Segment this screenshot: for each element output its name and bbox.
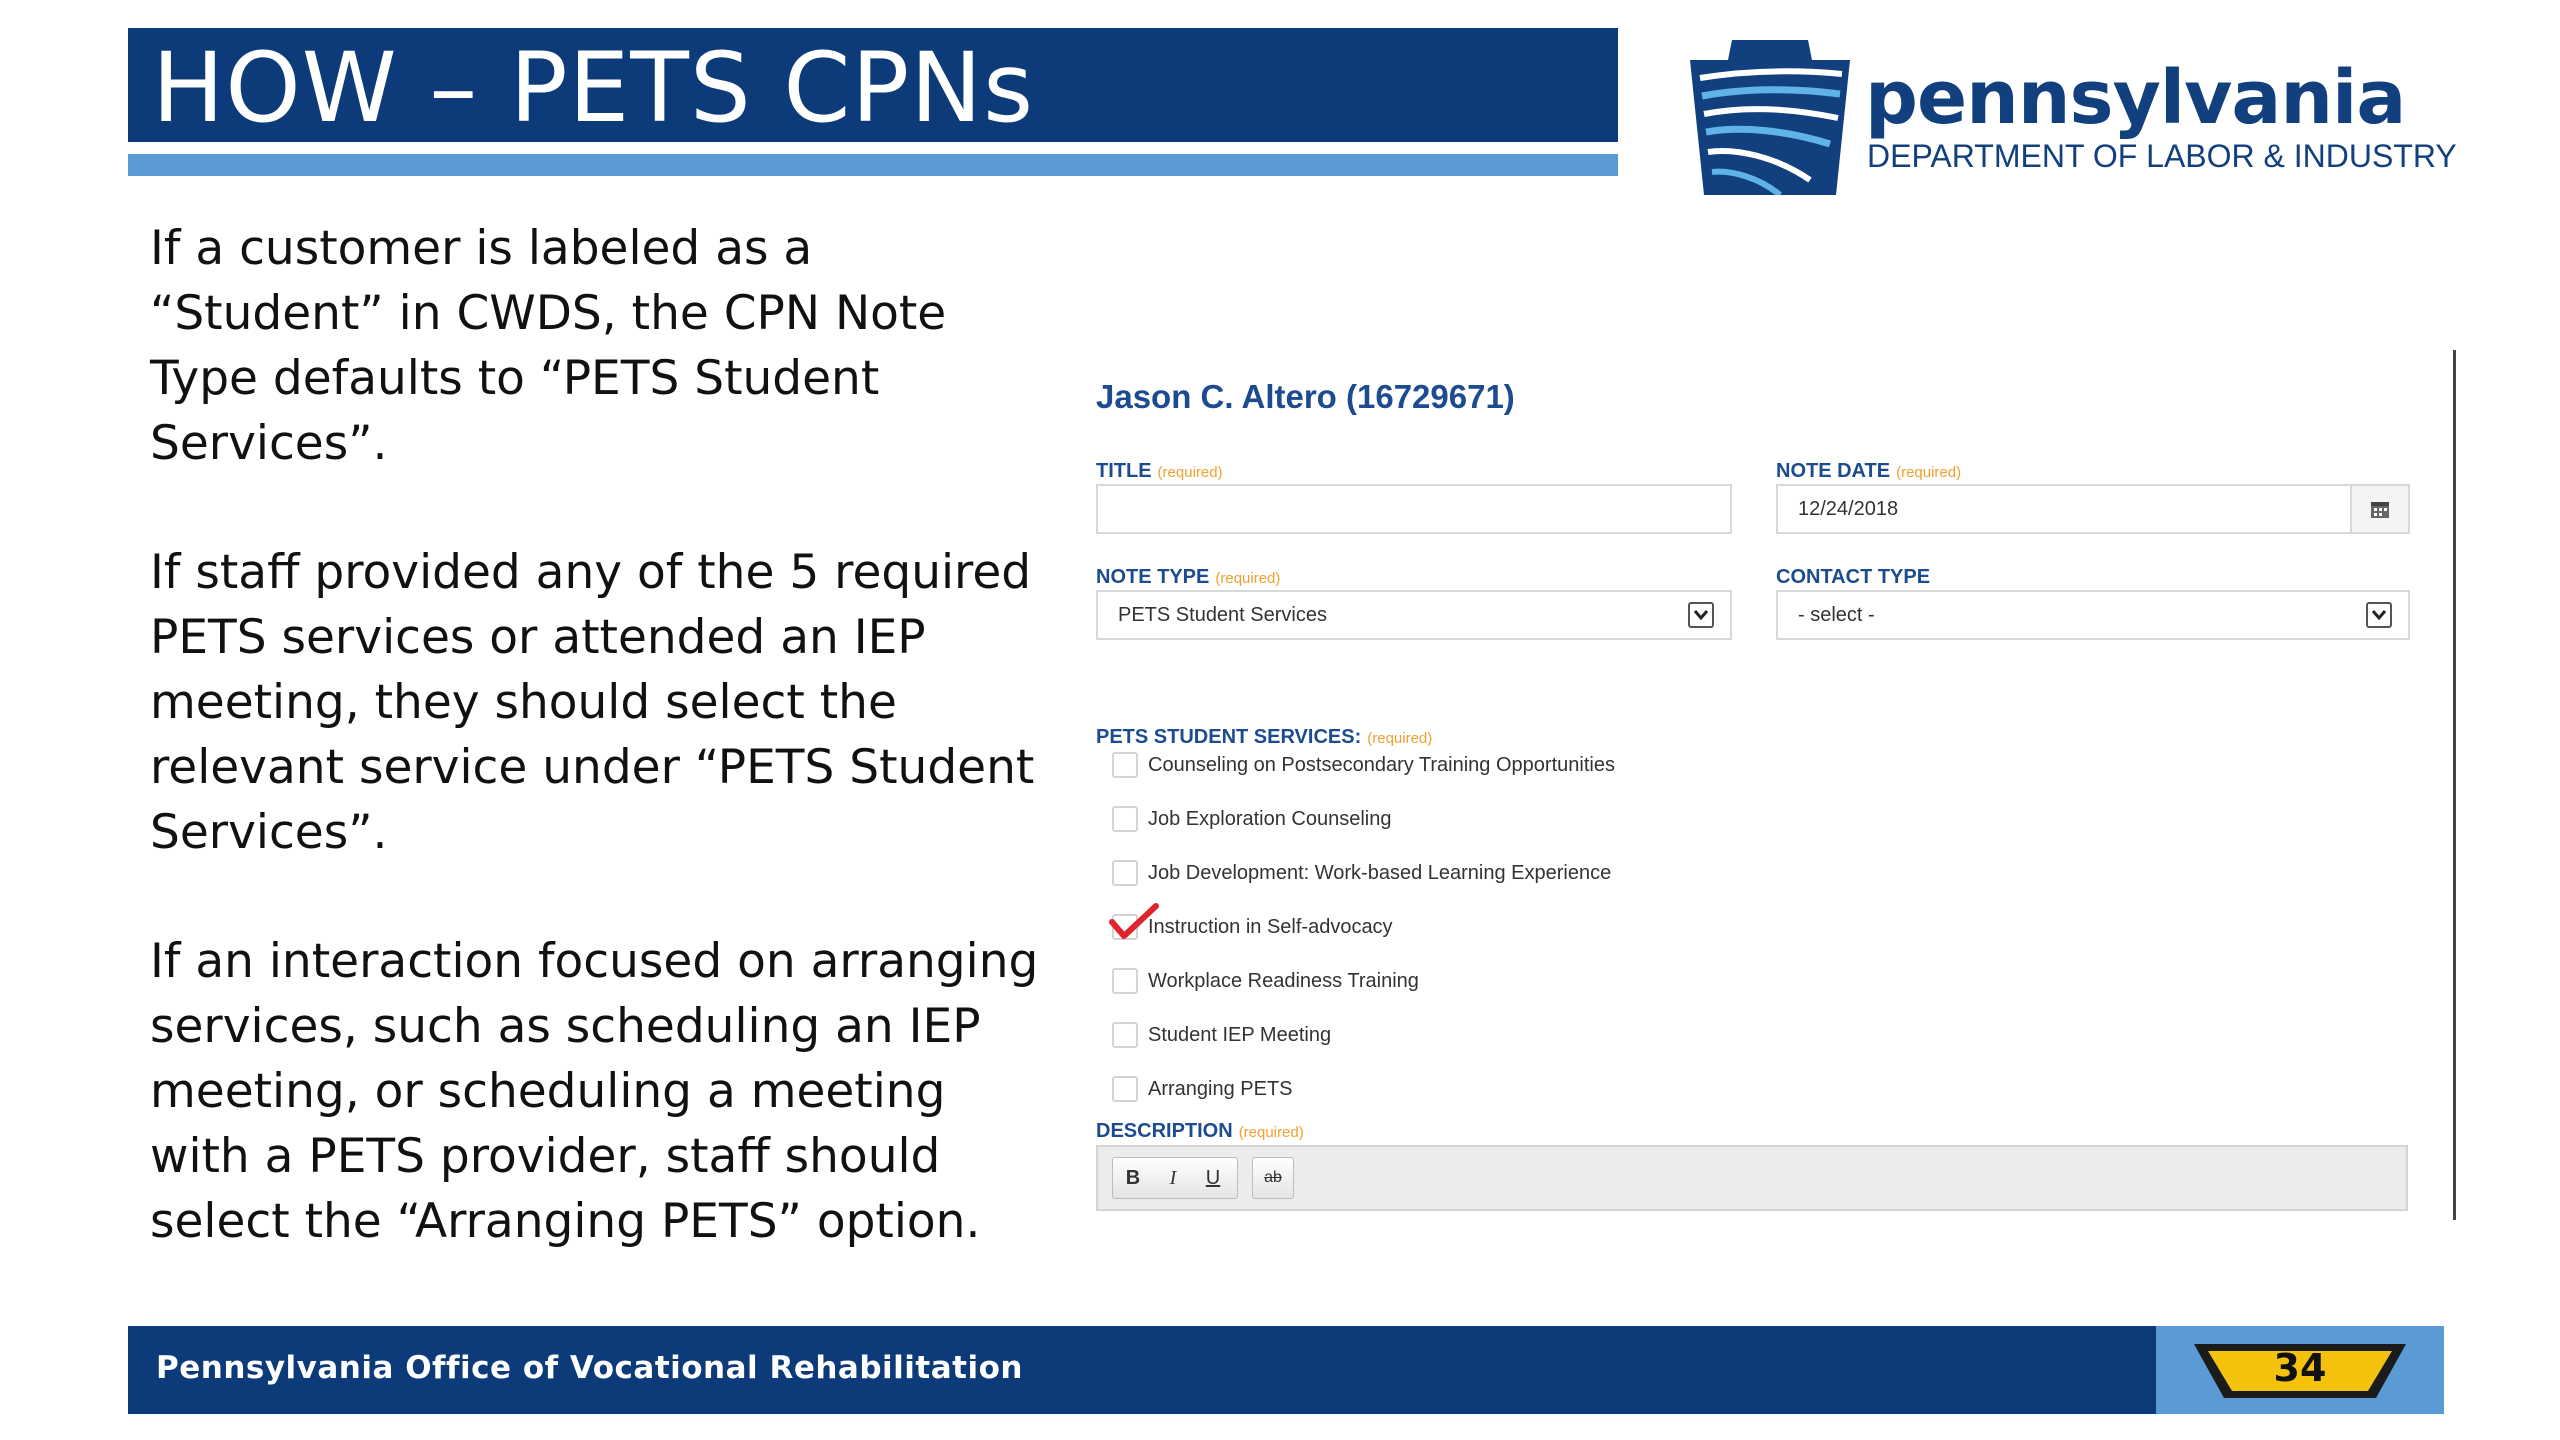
logo-department: DEPARTMENT OF LABOR & INDUSTRY [1867,138,2457,174]
note-date-label [1776,460,1961,483]
footer-org: Pennsylvania Office of Vocational Rehabilitation [156,1350,1023,1386]
strike-toolbar [1252,1157,1294,1199]
contact-type-select[interactable] [1776,590,2410,640]
service-option-label: Instruction in Self-advocacy [1148,916,1393,938]
checkbox[interactable] [1112,806,1138,832]
note-type-select[interactable] [1096,590,1732,640]
underline-button[interactable]: U [1205,1167,1221,1189]
required-tag: (required) [1157,464,1223,481]
page-number-box [2156,1326,2444,1414]
description-label-text: DESCRIPTION [1096,1120,1233,1142]
chevron-down-icon [2366,602,2392,628]
note-date-label-text: NOTE DATE [1776,460,1891,482]
note-type-label-text: NOTE TYPE [1096,566,1210,588]
pa-logo [1690,40,2457,200]
strikethrough-button[interactable]: ab [1264,1169,1282,1186]
paragraph-student-default: If a customer is labeled as a “Student” in CWDS, the CPN Note Type defaults to “PETS Student Services”. [150,221,947,471]
checkbox[interactable] [1112,1076,1138,1102]
customer-name: Jason C. Altero (16729671) [1096,378,1515,415]
title-input[interactable] [1096,484,1732,534]
checkbox[interactable] [1112,752,1138,778]
note-type-label [1096,566,1280,589]
format-toolbar [1112,1157,1238,1199]
note-date-value: 12/24/2018 [1798,498,1899,520]
bold-button[interactable]: B [1125,1167,1141,1189]
checkbox[interactable] [1112,968,1138,994]
note-date-input[interactable] [1776,484,2410,534]
calendar-icon [2370,499,2390,519]
required-tag: (required) [1896,464,1962,481]
pets-services-label-text: PETS STUDENT SERVICES: [1096,726,1362,748]
title-label-text: TITLE [1096,460,1152,482]
service-option-label: Job Exploration Counseling [1148,808,1392,830]
slide-title: HOW – PETS CPNs [152,32,1035,144]
body-text [150,216,1050,1318]
note-type-value: PETS Student Services [1118,604,1327,626]
italic-button[interactable]: I [1169,1167,1177,1189]
contact-type-label [1776,566,1930,589]
page-number: 34 [2273,1346,2327,1390]
cpn-form [1090,350,2456,1220]
title-banner [128,28,1618,142]
title-label [1096,460,1223,483]
contact-type-value: - select - [1798,604,1875,626]
description-label [1096,1120,1304,1143]
service-option-label: Job Development: Work-based Learning Experience [1148,862,1612,884]
chevron-down-icon [1688,602,1714,628]
footer-bar [128,1326,2444,1414]
paragraph-required-services: If staff provided any of the 5 required PETS services or attended an IEP meeting, they should select the relevant service under “PETS Student Services”. [150,545,1035,860]
required-tag: (required) [1367,730,1433,747]
checkbox[interactable] [1112,1022,1138,1048]
description-editor[interactable] [1096,1145,2408,1211]
form-edge [2453,350,2456,1220]
service-option-label: Arranging PETS [1148,1078,1293,1100]
calendar-button[interactable] [2350,486,2408,532]
keystone-logo-icon [1690,40,1850,195]
service-option-label: Student IEP Meeting [1148,1024,1332,1046]
required-tag: (required) [1215,570,1281,587]
checkbox[interactable] [1112,860,1138,886]
paragraph-arranging-pets: If an interaction focused on arranging services, such as scheduling an IEP meeting, or scheduling a meeting with a PETS provider, staff should select the “Arranging PETS” option. [150,934,1039,1249]
service-option-label: Workplace Readiness Training [1148,970,1419,992]
logo-name: pennsylvania [1865,55,2406,141]
contact-type-label-text: CONTACT TYPE [1776,566,1931,588]
service-option-label: Counseling on Postsecondary Training Opportunities [1148,754,1615,776]
title-underline [128,154,1618,176]
required-tag: (required) [1238,1124,1304,1141]
pets-services-label [1096,726,1432,749]
